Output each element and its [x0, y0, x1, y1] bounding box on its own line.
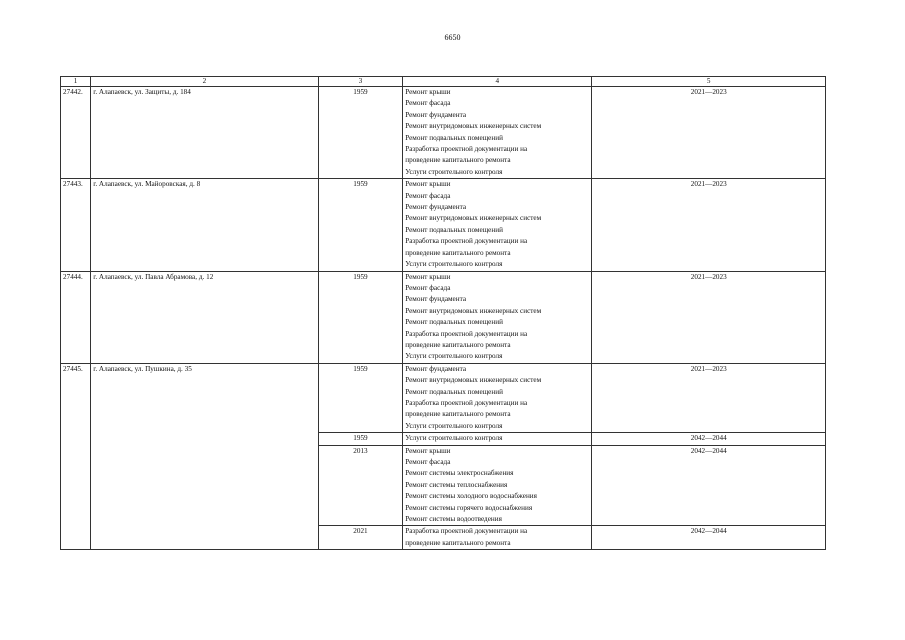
work-item: Ремонт фасада	[405, 458, 451, 466]
work-item: Ремонт подвальных помещений	[405, 225, 503, 234]
planned-period: 2042—2044	[592, 526, 826, 550]
repair-schedule-table	[60, 76, 826, 550]
commissioning-year: 1959	[318, 363, 403, 432]
entry-number: 27445.	[61, 363, 91, 550]
column-header-2: 2	[91, 77, 318, 87]
planned-period: 2021—2023	[592, 363, 826, 432]
work-item: Ремонт системы водоотведения	[405, 515, 502, 524]
table-body	[61, 87, 826, 550]
work-item: Разработка проектной документации на	[405, 398, 528, 407]
planned-period: 2021—2023	[592, 271, 826, 363]
work-item: Ремонт фундамента	[405, 364, 467, 373]
table-row	[61, 179, 826, 271]
work-item: Ремонт крыши	[405, 272, 451, 281]
work-types	[403, 87, 592, 179]
work-item: Ремонт крыши	[405, 180, 451, 189]
column-header-1: 1	[61, 77, 91, 87]
work-types	[403, 271, 592, 363]
work-item: Ремонт крыши	[405, 446, 451, 455]
planned-period: 2021—2023	[592, 87, 826, 179]
planned-period: 2042—2044	[592, 433, 826, 445]
entry-number: 27443.	[61, 179, 91, 271]
work-item: Разработка проектной документации на	[405, 527, 528, 536]
work-types	[403, 433, 592, 445]
work-item: Ремонт подвальных помещений	[405, 133, 503, 142]
column-header-3: 3	[318, 77, 403, 87]
table-row	[61, 363, 826, 432]
commissioning-year: 1959	[318, 87, 403, 179]
work-item: Ремонт фундамента	[405, 203, 467, 212]
commissioning-year: 1959	[318, 179, 403, 271]
work-item: Услуги строительного контроля	[405, 434, 503, 443]
work-item: Ремонт фундамента	[405, 295, 467, 304]
building-address: г. Алапаевск, ул. Защиты, д. 184	[91, 87, 318, 179]
column-header-5: 5	[592, 77, 826, 87]
work-types	[403, 445, 592, 526]
work-item: Услуги строительного контроля	[405, 421, 503, 430]
work-item: Разработка проектной документации на	[405, 237, 528, 246]
commissioning-year: 2021	[318, 526, 403, 550]
work-item: Ремонт внутридомовых инженерных систем	[405, 376, 542, 385]
header-row	[61, 77, 826, 87]
work-item: проведение капитального ремонта	[405, 156, 511, 165]
entry-number: 27444.	[61, 271, 91, 363]
building-address: г. Алапаевск, ул. Павла Абрамова, д. 12	[91, 271, 318, 363]
work-item: проведение капитального ремонта	[405, 248, 511, 257]
work-types	[403, 179, 592, 271]
work-item: Ремонт внутридомовых инженерных систем	[405, 122, 542, 131]
work-types	[403, 363, 592, 432]
work-item: Ремонт фасада	[405, 99, 451, 108]
commissioning-year: 1959	[318, 271, 403, 363]
work-item: Ремонт фасада	[405, 191, 451, 200]
work-item: проведение капитального ремонта	[405, 538, 511, 547]
work-item: Ремонт внутридомовых инженерных систем	[405, 306, 542, 315]
commissioning-year: 2013	[318, 445, 403, 526]
work-item: Ремонт крыши	[405, 88, 451, 96]
work-item: проведение капитального ремонта	[405, 340, 511, 349]
work-item: Ремонт подвальных помещений	[405, 387, 503, 396]
commissioning-year: 1959	[318, 433, 403, 445]
page-number: 6650	[444, 33, 461, 42]
work-types	[403, 526, 592, 550]
work-item: Услуги строительного контроля	[405, 352, 503, 361]
work-item: Ремонт системы холодного водоснабжения	[405, 492, 537, 501]
work-item: Ремонт системы горячего водоснабжения	[405, 503, 533, 512]
work-item: Услуги строительного контроля	[405, 260, 503, 269]
work-item: проведение капитального ремонта	[405, 410, 511, 419]
building-address: г. Алапаевск, ул. Пушкина, д. 35	[91, 363, 318, 550]
table-row	[61, 87, 826, 179]
work-item: Разработка проектной документации на	[405, 329, 528, 338]
work-item: Услуги строительного контроля	[405, 167, 503, 176]
work-item: Ремонт внутридомовых инженерных систем	[405, 214, 542, 223]
building-address: г. Алапаевск, ул. Майоровская, д. 8	[91, 179, 318, 271]
work-item: Ремонт фундамента	[405, 110, 467, 119]
planned-period: 2021—2023	[592, 179, 826, 271]
work-item: Разработка проектной документации на	[405, 145, 528, 154]
work-item: Ремонт системы теплоснабжения	[405, 480, 508, 489]
table-row	[61, 271, 826, 363]
entry-number: 27442.	[61, 87, 91, 179]
planned-period: 2042—2044	[592, 445, 826, 526]
column-header-4: 4	[403, 77, 592, 87]
work-item: Ремонт фасада	[405, 283, 451, 292]
work-item: Ремонт системы электроснабжения	[405, 469, 514, 478]
work-item: Ремонт подвальных помещений	[405, 318, 503, 327]
